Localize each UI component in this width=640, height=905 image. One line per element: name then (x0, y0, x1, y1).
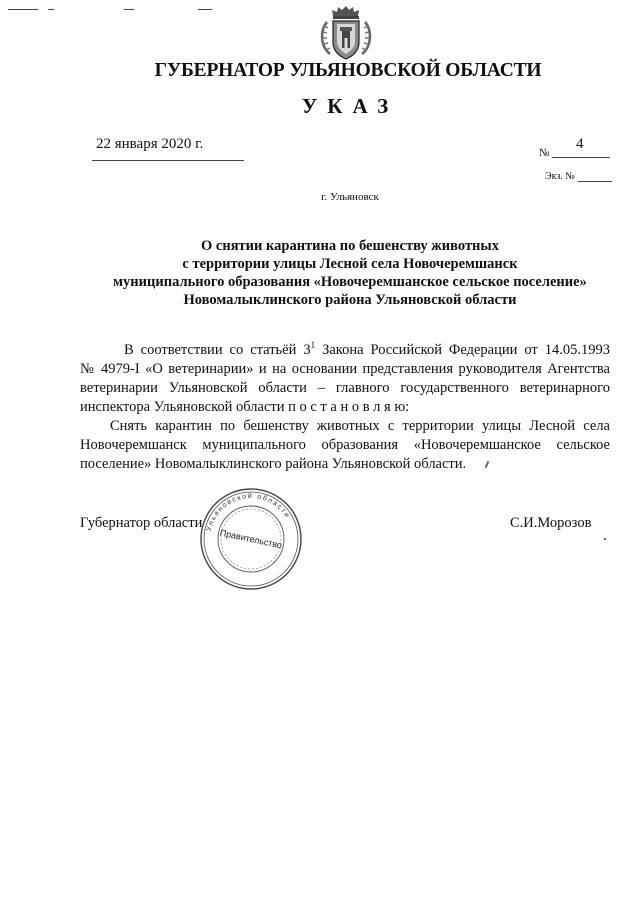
svg-text:Ульяновской области (206, 492, 291, 532)
subject-line: Новомалыклинского района Ульяновской области (183, 292, 517, 308)
number-underline (552, 157, 610, 158)
document-date: 22 января 2020 г. (96, 136, 204, 152)
copy-number-label: Экз. № (545, 171, 575, 182)
seal-ring-text: Ульяновской области (205, 492, 292, 532)
scan-artifact (604, 538, 606, 540)
subject-line: с территории улицы Лесной села Новочеремшанск (182, 256, 518, 272)
body-line: Снять карантин по бешенству животных с территории улицы Лесной села (110, 418, 610, 434)
document-city: г. Ульяновск (321, 191, 379, 203)
subject-line: муниципального образования «Новочеремшанское сельское поселение» (113, 274, 587, 290)
scan-artifact (48, 9, 54, 10)
coat-of-arms-icon (318, 4, 374, 62)
issuer-title: ГУБЕРНАТОР УЛЬЯНОВСКОЙ ОБЛАСТИ (154, 60, 542, 81)
date-underline (92, 160, 244, 161)
copy-number-underline (578, 181, 612, 182)
body-line: В соответствии со статьёй $3^1$ Закона Российской Федерации от 14.05.1993 (124, 340, 610, 358)
scan-artifact (124, 9, 134, 10)
body-line: Новочеремшанск муниципального образования «Новочеремшанское сельское (80, 437, 610, 453)
body-line: инспектора Ульяновской области п о с т а н о в л я ю: (80, 399, 410, 415)
signatory-position: Губернатор области (80, 515, 203, 531)
subject-line: О снятии карантина по бешенству животных (201, 238, 499, 254)
document-type: УКАЗ (301, 94, 399, 118)
seal-center-text: Правительство (219, 527, 283, 551)
scan-artifact (198, 9, 212, 10)
number-label: № (539, 147, 550, 159)
decree-subject (0, 237, 640, 309)
article-superscript: 1 (310, 340, 316, 351)
body-line: ветеринарии Ульяновской области – главного государственного ветеринарного (80, 380, 610, 396)
body-line: поселение» Новомалыклинского района Ульяновской области. (80, 456, 467, 472)
body-line: № 4979-I «О ветеринарии» и на основании представления руководителя Агентства (80, 361, 610, 377)
signatory-name: С.И.Морозов (510, 515, 592, 531)
document-number: 4 (576, 136, 584, 152)
scan-artifact (8, 9, 38, 10)
official-seal-icon (196, 484, 306, 594)
